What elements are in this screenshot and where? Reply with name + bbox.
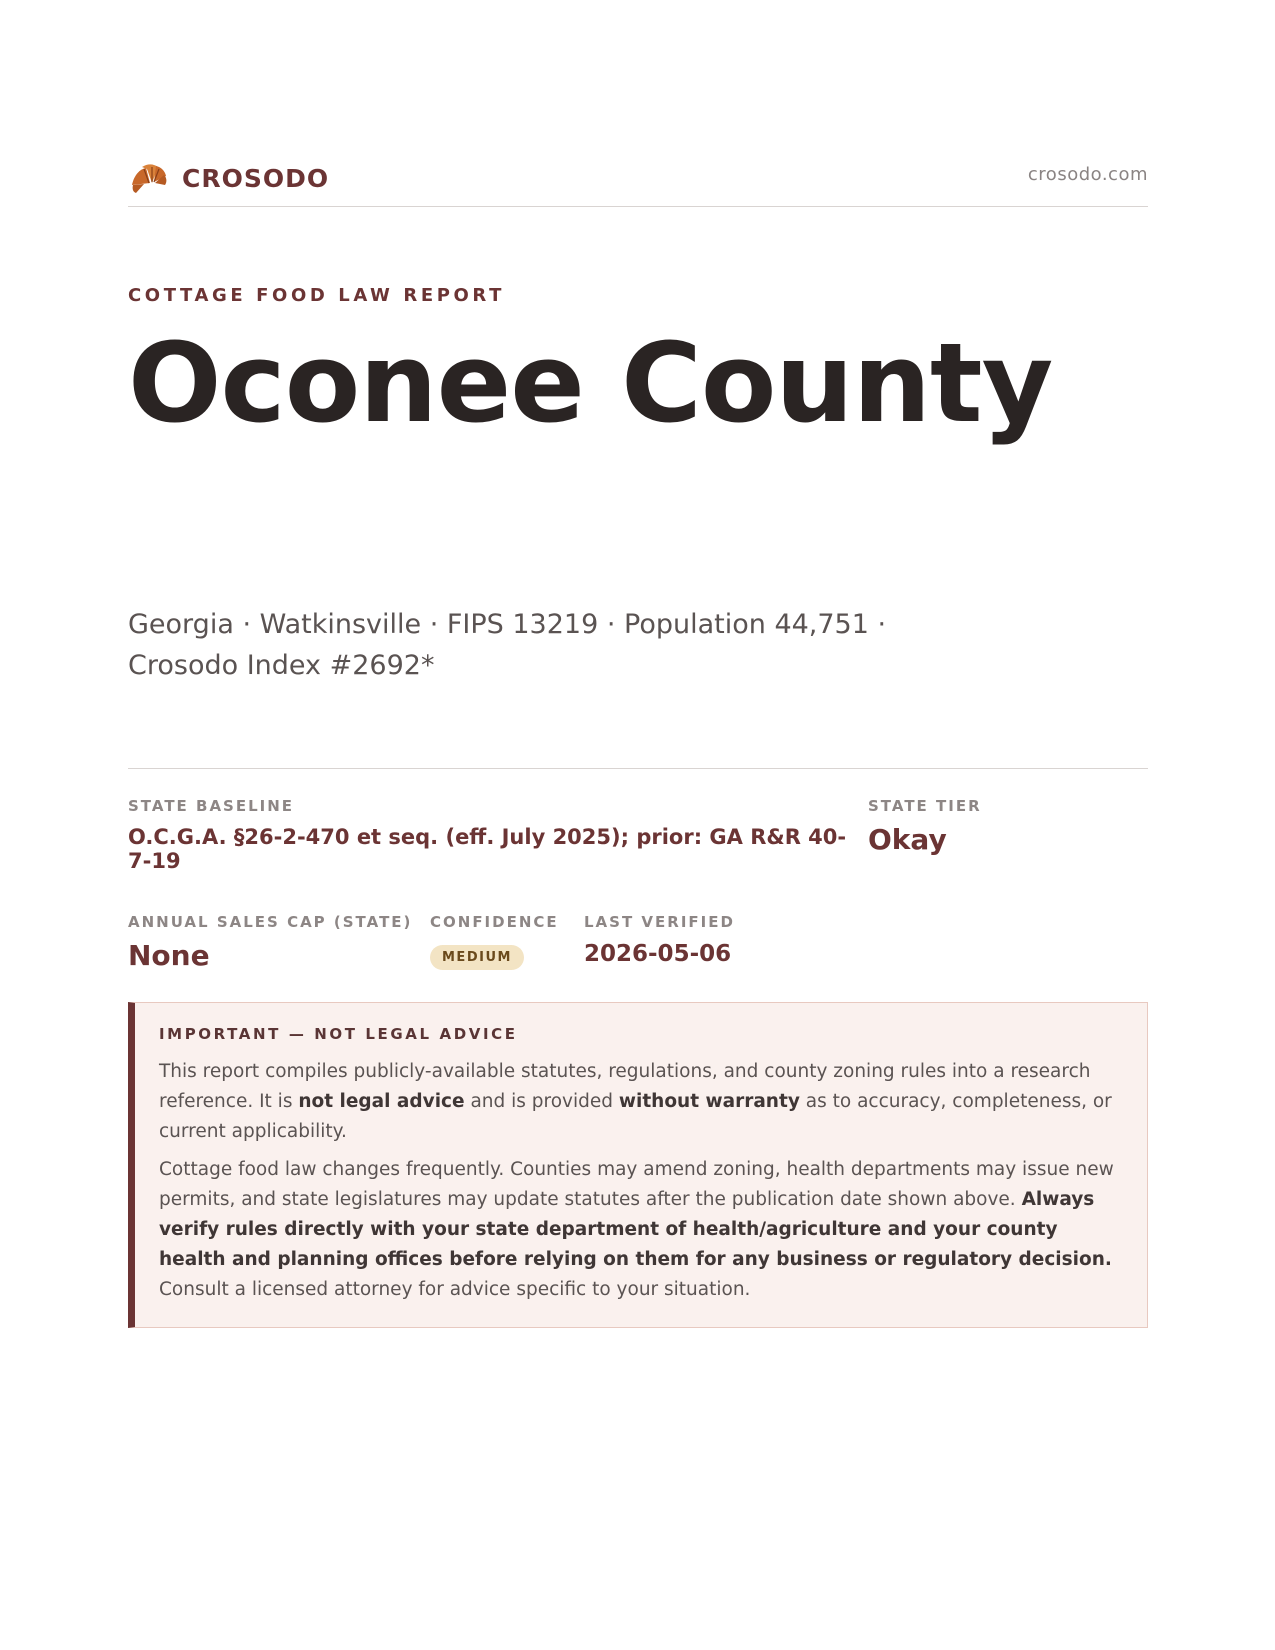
- last-verified-label: LAST VERIFIED: [584, 912, 735, 931]
- legal-notice: [128, 1002, 1148, 1328]
- page-header: [128, 150, 1148, 207]
- legal-notice-title: IMPORTANT — NOT LEGAL ADVICE: [159, 1024, 518, 1043]
- legal-notice-paragraph-2: [159, 1155, 1123, 1305]
- confidence-field: [430, 913, 584, 972]
- sales-cap-field: [128, 913, 430, 972]
- fields-row-1: [128, 797, 1148, 873]
- last-verified-field: [584, 913, 735, 972]
- state-baseline-value: O.C.G.A. §26-2-470 et seq. (eff. July 2025); prior: GA R&R 40-7-19: [128, 824, 847, 873]
- state-baseline-label: STATE BASELINE: [128, 796, 295, 815]
- notice-emphasis: not legal advice: [298, 1090, 465, 1112]
- county-meta: [128, 604, 888, 686]
- site-url[interactable]: crosodo.com: [1027, 163, 1148, 185]
- state-tier-field: [868, 797, 982, 873]
- notice-text: Cottage food law changes frequently. Counties may amend zoning, health departments may issue new permits, and state legislatures may update statutes after the publication date shown above.: [159, 1158, 1114, 1210]
- notice-text: This report compiles publicly-available statutes, regulations, and county zoning rules into a research reference. It is: [159, 1060, 1091, 1112]
- legal-notice-paragraph-1: [159, 1057, 1123, 1147]
- notice-text: as to accuracy, completeness, or current applicability.: [159, 1090, 1112, 1142]
- notice-text: Consult a licensed attorney for advice specific to your situation.: [159, 1278, 751, 1300]
- fields-row-2: [128, 913, 1148, 972]
- confidence-label: CONFIDENCE: [430, 912, 559, 931]
- notice-text: and is provided: [464, 1090, 619, 1112]
- report-page: [128, 150, 1148, 1328]
- brand-name: CROSODO: [182, 163, 330, 193]
- section-divider: [128, 768, 1148, 769]
- notice-emphasis: Always verify rules directly with your state department of health/agriculture and your county health and planning offices before relying on them for any business or regulatory decision.: [159, 1188, 1112, 1270]
- sales-cap-value: None: [128, 938, 210, 972]
- last-verified-value: 2026-05-06: [584, 940, 732, 967]
- confidence-badge: MEDIUM: [430, 945, 524, 970]
- state-tier-label: STATE TIER: [868, 796, 982, 815]
- notice-emphasis: without warranty: [618, 1090, 800, 1112]
- sales-cap-label: ANNUAL SALES CAP (STATE): [128, 912, 413, 931]
- county-meta-line-2: Crosodo Index #2692*: [128, 649, 435, 681]
- brand: [128, 157, 329, 199]
- page-title: Oconee County: [128, 319, 1053, 447]
- croissant-icon: [128, 157, 170, 199]
- state-baseline-field: [128, 797, 868, 873]
- county-meta-line-1: Georgia · Watkinsville · FIPS 13219 · Population 44,751 ·: [128, 608, 887, 640]
- state-tier-value: Okay: [868, 822, 947, 856]
- report-eyebrow: COTTAGE FOOD LAW REPORT: [128, 285, 505, 306]
